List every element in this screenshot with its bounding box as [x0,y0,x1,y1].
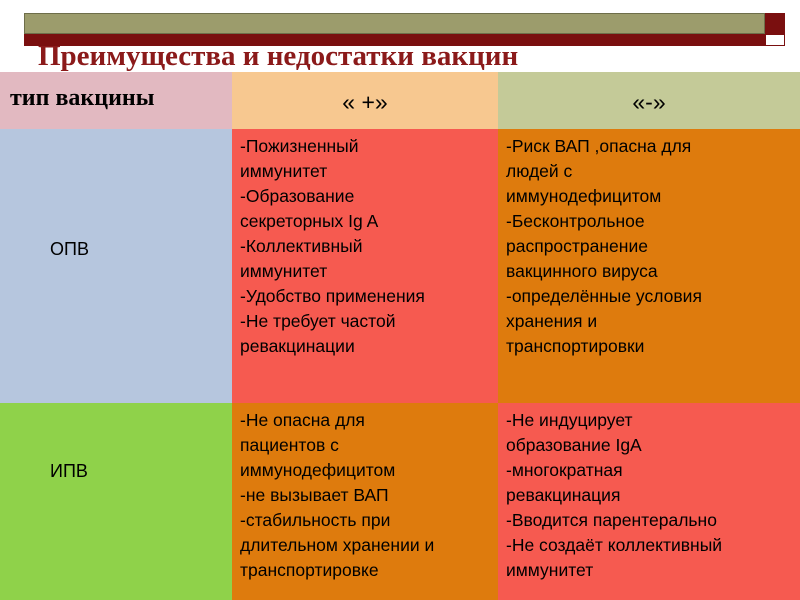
text-line: людей с [506,161,573,181]
text-line: длительном хранении и [240,535,435,555]
row-ipv-plus-text [240,408,494,583]
row-ipv-minus-text [506,408,796,583]
row-ipv-minus-cell [498,403,800,600]
header-plus-label: « +» [342,89,388,115]
row-opv-plus-text [240,134,494,359]
text-line: иммунитет [240,161,328,181]
text-line: -Коллективный [240,236,363,256]
text-line: -определённые условия [506,286,702,306]
text-line: распространение [506,236,648,256]
text-line: -не вызывает ВАП [240,485,389,505]
text-line: -Образование [240,186,355,206]
text-line: секреторных Ig A [240,211,379,231]
header-type-label: тип вакцины [10,85,155,111]
text-line: иммунодефицитом [506,186,662,206]
row-opv-type-label: ОПВ [50,239,89,259]
row-ipv-type-label: ИПВ [50,461,88,481]
text-line: вакцинного вируса [506,261,658,281]
row-opv-type-cell [0,129,232,403]
text-line: образование IgA [506,435,642,455]
text-line: -Не опасна для [240,410,365,430]
text-line: -Не индуцирует [506,410,633,430]
text-line: -Вводится парентерально [506,510,717,530]
header-minus-cell [498,72,800,129]
text-line: ревакцинации [240,336,355,356]
header-type-cell [0,72,232,129]
row-ipv-type-cell [0,403,232,600]
text-line: -Пожизненный [240,136,359,156]
header-minus-label: «-» [632,89,666,115]
decor-square-outline [765,34,785,46]
page-title: Преимущества и недостатки вакцин [38,40,519,72]
text-line: ревакцинация [506,485,621,505]
text-line: хранения и [506,311,598,331]
text-line: -многократная [506,460,623,480]
text-line: -стабильность при [240,510,391,530]
text-line: -Риск ВАП ,опасна для [506,136,692,156]
row-opv-plus-cell [232,129,498,403]
header-plus-cell [232,72,498,129]
text-line: транспортировки [506,336,645,356]
decor-top-bar [24,13,765,34]
text-line: -Бесконтрольное [506,211,645,231]
text-line: иммунитет [506,560,594,580]
vaccine-table [0,72,800,600]
text-line: пациентов с [240,435,339,455]
text-line: -Удобство применения [240,286,425,306]
text-line: иммунодефицитом [240,460,396,480]
row-opv-minus-text [506,134,796,359]
row-ipv-plus-cell [232,403,498,600]
text-line: -Не требует частой [240,311,396,331]
text-line: транспортировке [240,560,379,580]
text-line: иммунитет [240,261,328,281]
decor-square [765,13,785,34]
row-opv-minus-cell [498,129,800,403]
text-line: -Не создаёт коллективный [506,535,723,555]
